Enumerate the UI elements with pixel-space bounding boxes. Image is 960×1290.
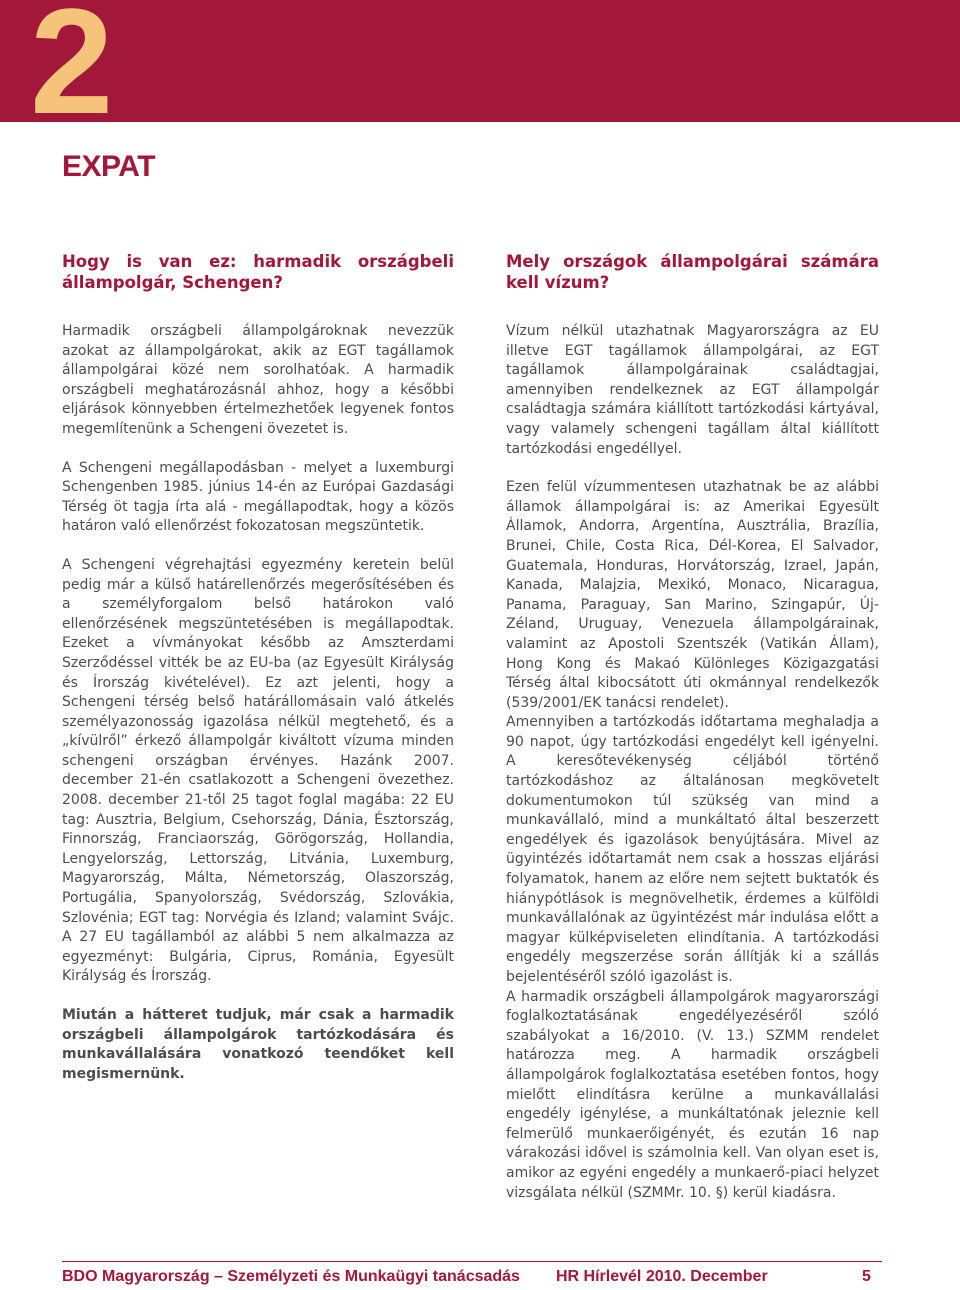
chapter-number: 2 [30,0,110,145]
left-lead-paragraph: Miután a hátteret tudjuk, már csak a harmadik országbeli állampolgárok tartózkodására és munkavállalására vonatkozó teendőket kell megismernünk. [62,1007,454,1082]
left-heading: Hogy is van ez: harmadik országbeli állampolgár, Schengen? [62,252,454,292]
right-heading: Mely országok állampolgárai számára kell vízum? [506,252,879,292]
right-paragraph-2: Ezen felül vízummentesen utazhatnak be az alábbi államok állampolgárai is: az Amerikai Egyesült Államok, Andorra, Argentína, Ausztrália, Brazília, Brunei, Chile, Costa Rica, Dél-Korea, El Salvador, Guatemala, Honduras, Horvátország, Izrael, Japán, Kanada, Malajzia, Mexikó, Monaco, Nicaragua, Panama, Paraguay, San Marino, Szingapúr, Új-Zéland, Uruguay, Venezuela állampolgárainak, valamint az Apostoli Szentszék (Vatikán Állam), Hong Kong és Makaó Különleges Közigazgatási Térség által kibocsátott úti okmánnyal rendelkezők (539/2001/EK tanácsi rendelet). [506,479,879,711]
page-number: 5 [862,1268,871,1285]
left-paragraph-3: A Schengeni végrehajtási egyezmény keretein belül pedig már a külső határellenőrzés megerősítésében és a személyforgalom belső határokon való ellenőrzésének megszüntetésében is megállapodtak. Ezeket a vívmányokat később az Amszterdami Szerződéssel vitték be az EU-ba (az Egyesült Királyság és Írország kivételével). Ez azt jelenti, hogy a Schengeni térség belső határállomásain való átkelés személyazonosság igazolása nélkül megtehető, és a „kívülről” érkező állampolgár kiváltott vízuma minden schengeni országban érvényes. Hazánk 2007. december 21-én csatlakozott a Schengeni övezethez. 2008. december 21-től 25 tagot foglal magába: 22 EU tag: Ausztria, Belgium, Csehország, Dánia, Észtország, Finnország, Franciaország, Görögország, Hollandia, Lengyelország, Lettország, Litvánia, Luxemburg, Magyarország, Málta, Németország, Olaszország, Portugália, Spanyolország, Svédország, Szlovákia, Szlovénia; EGT tag: Norvégia és Izland; valamint Svájc. A 27 EU tagállamból az alábbi 5 nem alkalmazza az egyezményt: Bulgária, Ciprus, Románia, Egyesült Királyság és Írország. [62,556,454,985]
right-paragraph-4: A harmadik országbeli állampolgárok magyarországi foglalkoztatásának engedélyezéséről szóló szabályokat a 16/2010. (V. 13.) SZMM rendelet határozza meg. A harmadik országbeli állampolgárok foglalkoztatása esetében fontos, hogy mielőtt elindításra kerülne a munkavállalási engedély igénylése, a munkáltatónak jeleznie kell felmerülő munkaerőigényét, és ezután 16 nap várakozási idővel is számolnia kell. Van olyan eset is, amikor az egyéni engedély a munkaerő-piaci helyzet vizsgálata nélkül (SZMMr. 10. §) kerül kiadásra. [506,988,879,1201]
left-paragraph-1: Harmadik országbeli állampolgároknak nevezzük azokat az állampolgárokat, akik az EGT tagállamok állampolgárai közé nem sorolhatóak. A harmadik országbeli meghatározásnál ahhoz, hogy a későbbi eljárások könnyebben értelmezhetőek legyenek fontos megemlítenünk a Schengeni övezetet is. [62,323,454,437]
footer-company: BDO Magyarország – Személyzeti és Munkaügyi tanácsadás [62,1268,520,1285]
footer-divider [62,1261,882,1262]
left-column [62,251,454,1103]
footer-newsletter: HR Hírlevél 2010. December [556,1268,768,1285]
header-banner [0,0,960,145]
section-title: EXPAT [62,150,156,183]
right-paragraph-1: Vízum nélkül utazhatnak Magyarországra az EU illetve EGT tagállamok állampolgárai, az EGT tagállamok állampolgárainak családtagjai, amennyiben rendelkeznek az EGT állampolgár családtagja számára kiállított tartózkodási kártyával, vagy valamely schengeni tagállam által kiállított tartózkodási engedéllyel. [506,323,879,457]
right-paragraph-3: Amennyiben a tartózkodás időtartama meghaladja a 90 napot, úgy tartózkodási engedélyt kell igényelni. A keresőtevékenység céljából történő tartózkodáshoz az általánosan megkövetelt dokumentumokon túl szükség van mind a munkavállaló, mind a munkáltató által beszerzett engedélyek és igazolások benyújtására. Mivel az ügyintézés időtartamát nem csak a hosszas eljárási folyamatok, hanem az előre nem sejtett buktatók és hiánypótlások is megnövelhetik, érdemes a külföldi munkavállalónak az ügyintézést már indulása előtt a magyar külképviseleten elindítania. A tartózkodási engedély megszerzése során állítják ki a szállás bejelentéséről szóló igazolást is. [506,714,879,985]
right-column [506,251,879,1203]
left-paragraph-2: A Schengeni megállapodásban - melyet a luxemburgi Schengenben 1985. június 14-én az Európai Gazdasági Térség öt tagja írta alá - megállapodtak, hogy a közös határon való ellenőrzést fokozatosan megszüntetik. [62,459,454,535]
